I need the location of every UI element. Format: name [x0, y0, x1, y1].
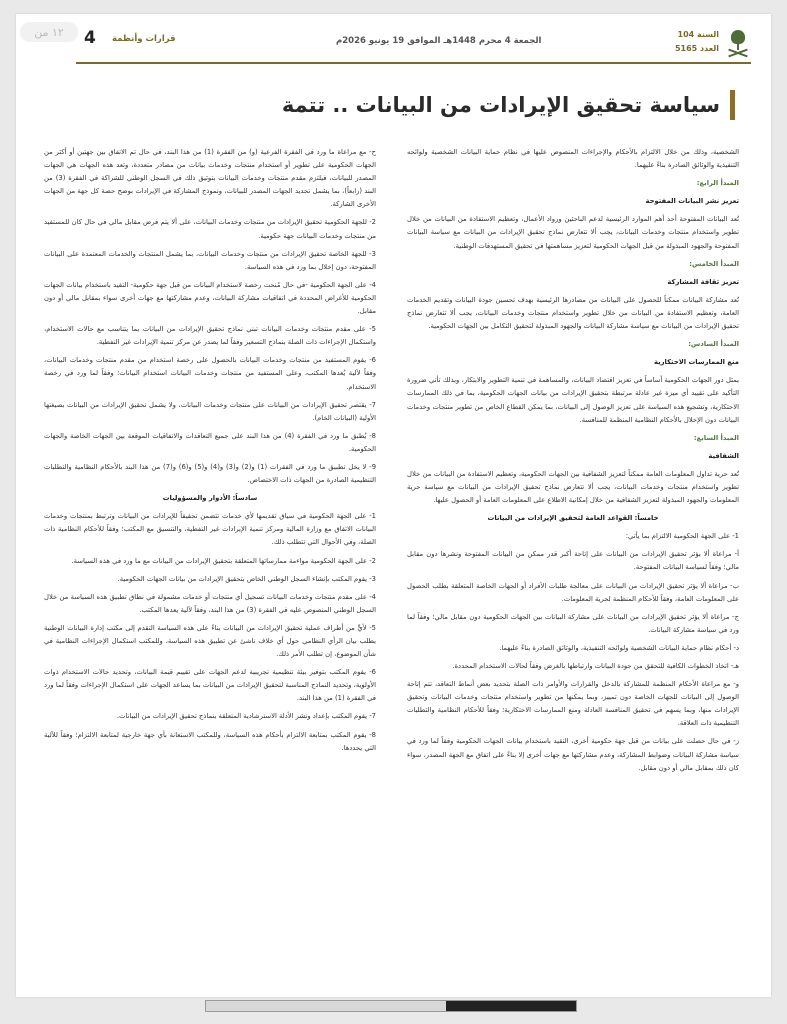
section-heading: سادساً: الأدوار والمسؤوليات	[162, 494, 258, 503]
paragraph: 8- يقوم المكتب بمتابعة الالتزام بأحكام هذه السياسة، وللمكتب الاستعانة بأي جهة خارجية لمتابعة الالتزام؛ وفقاً للآلية التي يحددها.	[44, 730, 376, 752]
right-column	[407, 146, 739, 780]
paragraph: 8- يُطبق ما ورد في الفقرة (4) من هذا البند على جميع التعاقدات والاتفاقيات الموقعة بين الجهات الخاصة والجهات الحكومية.	[44, 431, 376, 453]
paragraph: 2- للجهة الحكومية تحقيق الإيرادات من منتجات وخدمات البيانات، على ألا يتم فرض مقابل مالي في حال كان للمستفيد من منتجات وخدمات البيانات جهة حكومية.	[44, 218, 376, 240]
principle-title: الشفافية	[708, 451, 739, 460]
header-rule	[76, 62, 751, 64]
paragraph: و- مع مراعاة الأحكام المنظمة للمشاركة بالدخل والقرارات والأوامر ذات الصلة بتحديد بعض أنماط التعاقد، تتم إتاحة الوصول إلى البيانات للجهات الخاصة دون تمييز، وبما يمكنها من تطوير واستخدام منتجات وخدمات البيانات وتحقيق الإيرادات منها، وبما يسهم في تحقيق المنافسة العادلة ومنع الممارسات الاحتكارية؛ وفقاً للأحكام النظامية والتطلبات التنظيمية ذات العلاقة.	[407, 680, 739, 728]
paragraph: 3- يقوم المكتب بإنشاء السجل الوطني الخاص بتحقيق الإيرادات من بيانات الجهات الحكومية.	[117, 574, 376, 583]
paragraph: يمثل دور الجهات الحكومية أساساً في تعزيز اقتصاد البيانات، والمساهمة في تنمية التطوير والابتكار، وبذلك تأتي ضرورة التأكيد على تقييد أي ميزة غير عادلة مرتبطة بتحقيق الإيرادات من بيانات الجهات الحكومية، بما في ذلك الممارسات الاحتكارية، وتشجيع هذه السياسة على تعزيز الوصول إلى البيانات، بما يمكن القطاع الخاص من تطوير منتجات وخدمات البيانات دون الإخلال بالأحكام النظامية المنظمة للمنافسة.	[407, 376, 739, 424]
issue-info	[675, 28, 719, 56]
paragraph: تُعد مشاركة البيانات ممكناً للحصول على البيانات من مصادرها الرئيسية بهدف تحسين جودة البيانات وتقديم الخدمات العامة، وتعظيم الاستفادة من البيانات من خلال تطوير واستخدام منتجات وخدمات البيانات، يجب ألا تتعارض نماذج تحقيق الإيرادات من البيانات مع سياسة مشاركة البيانات والجهود المبذولة لتحقيق التكامل بين الجهات الحكومية.	[407, 295, 739, 331]
paragraph: أ- مراعاة ألا يؤثر تحقيق الإيرادات من البيانات على إتاحة أكبر قدر ممكن من البيانات المفتوحة ونشرها دون مقابل مالي؛ وفقاً لسياسة البيانات المفتوحة.	[407, 550, 739, 572]
paragraph: د- أحكام نظام حماية البيانات الشخصية ولوائحه التنفيذية، والوثائق الصادرة بناءً عليهما.	[499, 643, 739, 652]
paragraph: 5- على مقدم منتجات وخدمات البيانات تبني نماذج تحقيق الإيرادات من البيانات بما يتناسب مع حالات الاستخدام، واستكمال الإجراءات ذات الصلة بنماذج التسعير وفقاً لما يصدر عن مركز تنمية الإيرادات غير النفطية.	[44, 325, 376, 347]
principle-title: منع الممارسات الاحتكارية	[653, 358, 739, 367]
issue-date: الجمعة 4 محرم 1448هـ الموافق 19 يونيو 2026م	[336, 36, 542, 46]
page-number: 4	[84, 28, 96, 48]
section-name: قرارات وأنظمة	[112, 34, 176, 44]
paragraph: هـ- اتخاذ الخطوات الكافية للتحقق من جودة البيانات وارتباطها بالغرض وفقاً لحالات الاستخدام المحددة.	[452, 662, 739, 670]
principle-label: المبدأ الخامس:	[689, 259, 739, 268]
paragraph: 6- يقوم المكتب بتوفير بيئة تنظيمية تجريبية لدعم الجهات على تقييم قيمة البيانات، وتحديد حالات الاستخدام ذوات الأولوية، وتحديد النماذج المناسبة لتحقيق الإيرادات من البيانات بما يساعد الجهات على استكمال الإجراءات وفقاً لما ورد في الفقرة (1) من هذا البند.	[44, 668, 376, 703]
principle-title: تعزيز ثقافة المشاركة	[667, 277, 739, 286]
principle-label: المبدأ الرابع:	[696, 179, 739, 188]
paragraph: 7- يقوم المكتب بإعداد ونشر الأدلة الاسترشادية المتعلقة بنماذج تحقيق الإيرادات من البيانات.	[116, 712, 376, 721]
paragraph: ح- مع مراعاة ما ورد في الفقرة الفرعية (و) من الفقرة (1) من هذا البند، في حال تم الاتفاق بين جهتين أو أكثر من الجهات الحكومية على تطوير أو استخدام منتجات وخدمات بيانات من مصادر متعددة، وتعد هذه الجهات هي الجهات المصدر للبيانات، فيلتزم مقدم منتجات وخدمات البيانات بتوثيق ذلك في السجل الوطني للشراكة في الفقرة (3) من البند (رابعاً)، بما يشمل تحديد الجهات المصدر للبيانات، ونموذج المشاركة في الإيرادات بوضح حصة كل جهة من الجهات الأخرى الشاركة.	[44, 148, 376, 209]
paragraph: تُعد حرية تداول المعلومات العامة ممكناً لتعزيز الشفافية بين الجهات الحكومية، وتعظيم الاستفادة من البيانات من خلال تطوير واستخدام منتجات وخدمات البيانات، يجب ألا تتعارض نماذج تحقيق الإيرادات من البيانات مع سياسة حرية المعلومات والجهود المبذولة لتعزيز الشفافية من خلال إمكانية الاطلاع على المعلومات العامة أو الحصول عليها.	[407, 469, 739, 505]
principle-title: تعزيز نشر البيانات المفتوحة	[645, 197, 739, 206]
paragraph: تُعد البيانات المفتوحة أحد أهم الموارد الرئيسية لدعم الباحثين ورواد الأعمال، وتعظيم الاستفادة من البيانات من خلال تطوير واستخدام منتجات وخدمات البيانات، يجب ألا تتعارض نماذج تحقيق الإيرادات من البيانات مع سياسة البيانات المفتوحة والجهود المبذولة من قبل الجهات الحكومية لتعزيز مساهمتها في تحقيق المستهدفات الوطنية.	[407, 215, 739, 250]
article-title: سياسة تحقيق الإيرادات من البيانات .. تتمة	[282, 90, 735, 120]
masthead	[675, 28, 751, 62]
paragraph: ب- مراعاة ألا يؤثر تحقيق الإيرادات من البيانات على معالجة طلبات الأفراد أو الجهات الخاصة المتعلقة بطلب الحصول على المعلومات العامة، وفقاً للأحكام المنظمة لحرية المعلومات.	[407, 581, 739, 603]
paragraph: ز- في حال حصلت على بيانات من قبل جهة حكومية أخرى، التقيد باستخدام بيانات الجهات الحكومية وفقاً لما ورد في سياسة مشاركة البيانات وضوابط المشاركة، وعدم مشاركتها مع جهات أخرى إلا بناءً على اتفاق مع الجهة المصدر، سواء كان ذلك بمقابل مالي أو دون مقابل.	[407, 737, 739, 772]
paragraph: 9- لا يخل تطبيق ما ورد في الفقرات (1) و(2) و(3) و(4) و(5) و(6) و(7) من هذا البند بالأحكام النظامية والتطلبات التنظيمية الصادرة من الجهات ذات الاختصاص.	[44, 462, 377, 485]
page-scrollbar[interactable]	[205, 1000, 577, 1012]
section-heading: خامساً: القواعد العامة لتحقيق الإيرادات من البيانات	[487, 514, 659, 523]
page-indicator: ١٢ من	[20, 22, 78, 42]
newspaper-page	[16, 14, 771, 997]
paragraph: 5- لأيٍّ من أطراف عملية تحقيق الإيرادات من البيانات بناءً على هذه السياسة التقدم إلى مكتب إدارة البيانات الوطنية بطلب بيان الرأي النظامي حول أي خلاف ناشئ عن تطبيق هذه السياسة، وللمكتب استكمال الإجراءات النظامية في شأن الموضوع، إن تطلب الأمر ذلك.	[44, 623, 376, 659]
principle-label: المبدأ السادس:	[688, 340, 739, 349]
year-line: السنة 104	[677, 30, 719, 39]
paragraph: 7- يقتصر تحقيق الإيرادات من البيانات على منتجات وخدمات البيانات، ولا يشمل تحقيق الإيرادات من البيانات بصيغتها الأولية (البيانات الخام).	[44, 400, 376, 422]
paragraph: 1- على الجهة الحكومية الالتزام بما يأتي:	[625, 532, 739, 541]
paragraph: ج- مراعاة ألا يؤثر تحقيق الإيرادات من البيانات على مشاركة البيانات بين الجهات الحكومية دون مقابل مالي؛ وفقاً لما ورد في سياسة مشاركة البيانات.	[407, 612, 739, 634]
scrollbar-thumb[interactable]	[206, 1001, 446, 1011]
paragraph: 3- للجهة الخاصة تحقيق الإيرادات من منتجات وخدمات البيانات، بما يشمل المنتجات والخدمات المعتمدة على البيانات المفتوحة، دون إخلال بما ورد في هذه السياسة.	[44, 249, 376, 271]
emblem-icon	[725, 28, 751, 62]
left-column	[44, 146, 376, 760]
principle-label: المبدأ السابع:	[693, 433, 739, 442]
paragraph: الشخصية، وذلك من خلال الالتزام بالأحكام والإجراءات المنصوص عليها في نظام حماية البيانات الشخصية ولوائحه التنفيذية والوثائق الصادرة بناءً عليهما.	[407, 148, 739, 170]
paragraph: 4- على مقدم منتجات وخدمات البيانات تسجيل أي منتجات أو خدمات مشمولة في نطاق تطبيق هذه السياسة من خلال السجل الوطني المنصوص عليه في الفقرة (3) من هذا البند، وفقاً لآلية يعدها المكتب.	[44, 592, 376, 614]
paragraph: 1- على الجهة الحكومية في سياق تقديمها لأي خدمات تتضمن تحقيقاً للإيرادات من البيانات وترتبط بمنتجات وخدمات البيانات الاتفاق مع وزارة المالية ومركز تنمية الإيرادات غير النفطية، والتنسيق مع المكتب؛ وفقاً للأحكام النظامية ذات الصلة، وفي الأحوال التي تتطلب ذلك.	[44, 512, 376, 547]
paragraph: 2- على الجهة الحكومية مواءمة ممارساتها المتعلقة بتحقيق الإيرادات من البيانات مع ما ورد في هذه السياسة.	[71, 556, 376, 565]
paragraph: 4- على الجهة الحكومية -في حال مُنحت رخصة لاستخدام البيانات من قبل جهة حكومية- التقيد باستخدام بيانات الجهات الحكومية للأغراض المحددة في اتفاقيات مشاركة البيانات، وعدم مشاركتها مع جهات أخرى سواء بمقابل مالي أو دون مقابل.	[44, 280, 376, 316]
issue-line: العدد 5165	[674, 44, 719, 53]
paragraph: 6- يقوم المستفيد من منتجات وخدمات البيانات بالحصول على رخصة استخدام من مقدم منتجات وخدمات البيانات، وفقاً لآلية يُعدها المكتب، وعلى المستفيد من منتجات وخدمات البيانات استخدام البيانات؛ وفقاً لما ورد في رخصة الاستخدام.	[44, 356, 376, 391]
